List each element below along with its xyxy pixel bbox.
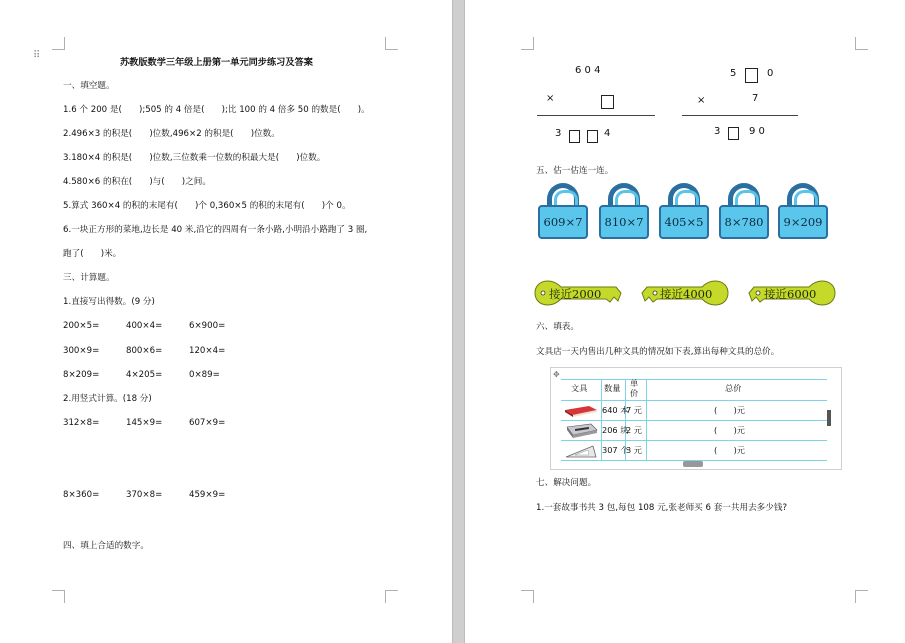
page-corner-mark (52, 37, 65, 50)
section-heading: 三、计算题。 (63, 273, 115, 283)
pencil-box-icon (563, 423, 599, 439)
stationery-table[interactable] (550, 367, 842, 470)
drag-handle-icon[interactable]: ⠿ (33, 50, 40, 61)
lock-label: 9×209 (778, 205, 828, 239)
lock-card[interactable] (538, 183, 588, 239)
table-header: 总价 (725, 383, 742, 393)
puzzle2-result-blank[interactable] (728, 123, 739, 142)
table-cell-total[interactable]: ( )元 (714, 405, 745, 415)
subsection-heading: 2.用竖式计算。(18 分) (63, 394, 152, 404)
lock-label: 405×5 (659, 205, 709, 239)
table-intro: 文具店一天内售出几种文具的情况如下表,算出每种文具的总价。 (536, 347, 780, 357)
table-cell-price: 2 元 (626, 425, 642, 435)
table-cell-qty: 307 个 (602, 445, 629, 455)
triangle-ruler-icon (563, 443, 599, 459)
subsection-heading: 1.直接写出得数。(9 分) (63, 297, 155, 307)
question-6-continued: 跑了( )米。 (63, 249, 122, 259)
question-1: 1.6 个 200 是( );505 的 4 倍是( );比 100 的 4 倍多 50 的数是( )。 (63, 105, 370, 115)
table-cell-price: 3 元 (626, 445, 642, 455)
oral-calc-item: 400×4= (126, 321, 163, 331)
section-heading: 一、填空题。 (63, 81, 115, 91)
oral-calc-item: 120×4= (189, 346, 226, 356)
left-page (0, 0, 452, 643)
table-cell-qty: 206 块 (602, 425, 629, 435)
puzzle2-line (682, 115, 798, 116)
table-header: 文具 (571, 383, 588, 393)
lock-label: 609×7 (538, 205, 588, 239)
vertical-calc-item: 607×9= (189, 418, 226, 428)
puzzle1-top: 6 0 4 (575, 65, 601, 76)
section-heading: 六、填表。 (536, 322, 579, 332)
table-header: 单价 (630, 378, 639, 398)
lock-label: 8×780 (719, 205, 769, 239)
table-resize-handle[interactable] (827, 410, 831, 426)
oral-calc-item: 4×205= (126, 370, 163, 380)
oral-calc-item: 800×6= (126, 346, 163, 356)
puzzle2-result-rest: 9 0 (749, 126, 765, 137)
lock-card[interactable] (659, 183, 709, 239)
oral-calc-item: 300×9= (63, 346, 100, 356)
lock-card[interactable] (599, 183, 649, 239)
vertical-calc-item: 145×9= (126, 418, 163, 428)
puzzle2-top-blank[interactable] (745, 65, 758, 84)
question-3: 3.180×4 的积是( )位数,三位数乘一位数的积最大是( )位数。 (63, 153, 326, 163)
lock-label: 810×7 (599, 205, 649, 239)
puzzle1-result-first: 3 (555, 128, 562, 139)
vertical-calc-item: 312×8= (63, 418, 100, 428)
vertical-calc-item: 370×8= (126, 490, 163, 500)
puzzle2-multiplier: 7 (752, 93, 759, 104)
puzzle2-times: × (697, 95, 706, 106)
lock-card[interactable] (778, 183, 828, 239)
page-corner-mark (855, 37, 868, 50)
puzzle1-line (537, 115, 655, 116)
page-corner-mark (385, 590, 398, 603)
book-icon (563, 404, 599, 418)
key-card[interactable] (748, 278, 836, 308)
table-add-row-handle[interactable] (683, 461, 703, 467)
question-5: 5.算式 360×4 的积的末尾有( )个 0,360×5 的积的末尾有( )个 0。 (63, 201, 351, 211)
puzzle1-result-blank[interactable] (587, 126, 598, 145)
table-grid-line (646, 379, 647, 460)
oral-calc-item: 6×900= (189, 321, 226, 331)
page-corner-mark (521, 37, 534, 50)
table-cell-qty: 640 本 (602, 405, 629, 415)
table-header: 数量 (604, 383, 621, 393)
vertical-calc-item: 8×360= (63, 490, 100, 500)
puzzle1-times: × (546, 93, 555, 104)
key-card[interactable] (534, 278, 622, 308)
page-corner-mark (855, 590, 868, 603)
document-title: 苏教版数学三年级上册第一单元同步练习及答案 (120, 57, 313, 68)
table-cell-total[interactable]: ( )元 (714, 425, 745, 435)
page-gutter (452, 0, 465, 643)
key-label: 接近2000 (549, 287, 602, 301)
question-6: 6.一块正方形的菜地,边长是 40 米,沿它的四周有一条小路,小明沿小路跑了 3 圈, (63, 225, 368, 235)
page-corner-mark (52, 590, 65, 603)
question-4: 4.580×6 的积在( )与( )之间。 (63, 177, 211, 187)
section-heading: 五、估一估连一连。 (536, 166, 614, 176)
section-heading: 四、填上合适的数字。 (63, 541, 149, 551)
puzzle2-top-first: 5 (730, 68, 737, 79)
vertical-calc-item: 459×9= (189, 490, 226, 500)
question-2: 2.496×3 的积是( )位数,496×2 的积是( )位数。 (63, 129, 280, 139)
section-heading: 七、解决问题。 (536, 478, 597, 488)
key-label: 接近4000 (660, 287, 713, 301)
table-cell-price: 7 元 (626, 405, 642, 415)
lock-card[interactable] (719, 183, 769, 239)
right-page (465, 0, 905, 643)
puzzle1-blank[interactable] (601, 91, 614, 110)
key-card[interactable] (641, 278, 729, 308)
puzzle2-top-last: 0 (767, 68, 774, 79)
move-handle-icon[interactable]: ✥ (553, 370, 560, 379)
table-cell-total[interactable]: ( )元 (714, 445, 745, 455)
puzzle2-result-first: 3 (714, 126, 721, 137)
puzzle1-result-blank[interactable] (569, 126, 580, 145)
puzzle1-result-last: 4 (604, 128, 611, 139)
key-label: 接近6000 (764, 287, 817, 301)
page-corner-mark (385, 37, 398, 50)
oral-calc-item: 200×5= (63, 321, 100, 331)
word-problem-1: 1.一套故事书共 3 包,每包 108 元,张老师买 6 套一共用去多少钱? (536, 503, 788, 513)
oral-calc-item: 8×209= (63, 370, 100, 380)
page-corner-mark (521, 590, 534, 603)
oral-calc-item: 0×89= (189, 370, 220, 380)
